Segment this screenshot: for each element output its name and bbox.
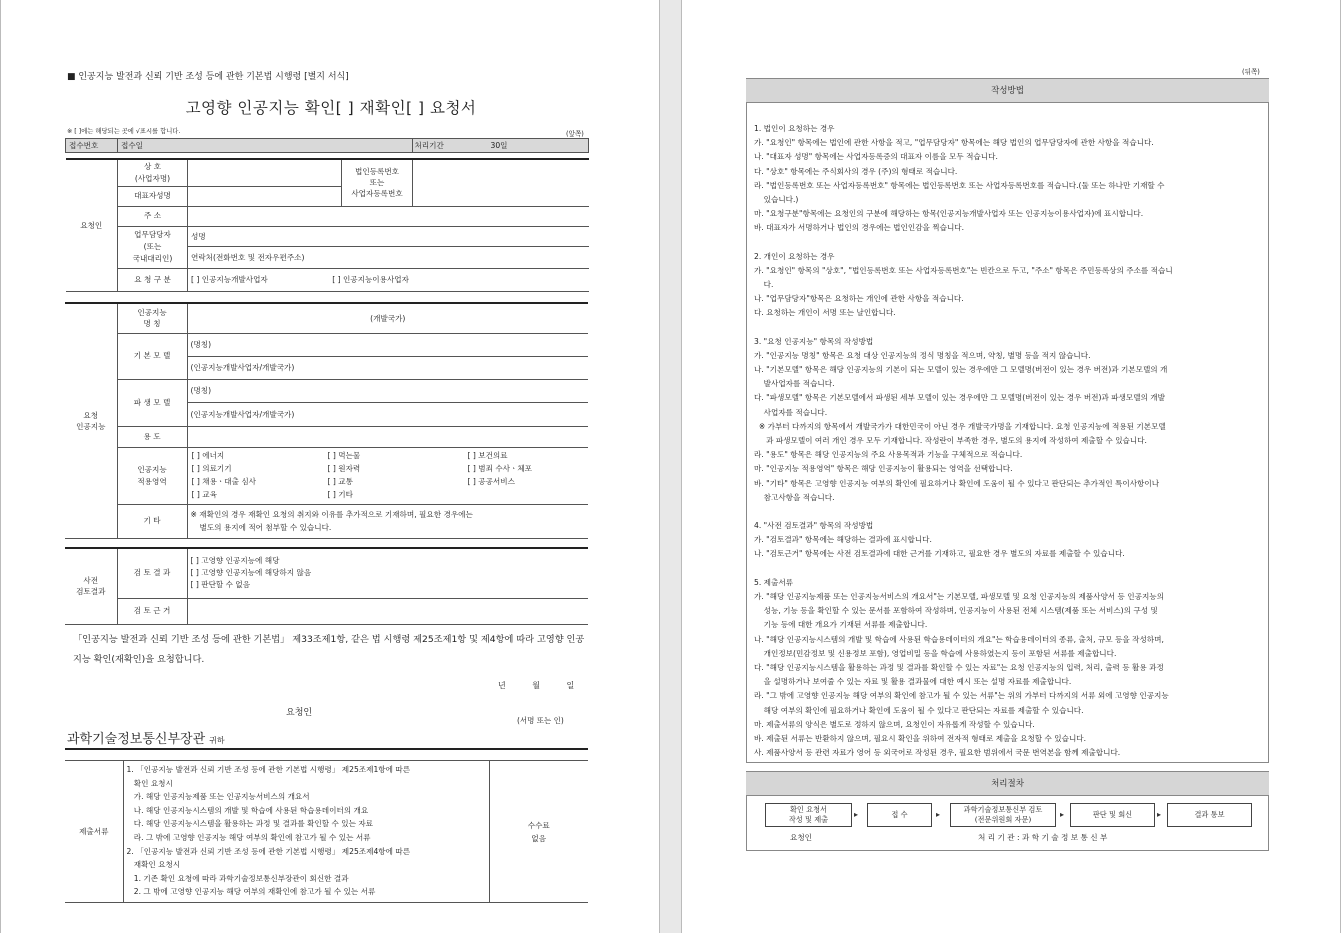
instructions-title: 작성방법 — [746, 78, 1269, 103]
instruction-line: 나. "업무담당자"항목은 요청하는 개인에 관한 사항을 적습니다. — [754, 294, 964, 304]
doc-line: 라. 그 밖에 고영향 인공지능 해당 여부의 확인에 참고가 될 수 있는 서류 — [126, 832, 371, 842]
check-note: ※ [ ]에는 해당되는 곳에 √표시를 합니다. — [67, 128, 181, 135]
form-page-back — [681, 0, 1341, 933]
requester-section-label: 요청인 — [66, 159, 118, 292]
field-other[interactable]: [ ] 기타 — [327, 489, 353, 499]
form-header: ■ 인공지능 발전과 신뢰 기반 조성 등에 관한 기본법 시행령 [별지 서식] — [67, 72, 349, 82]
flow-applicant: 요청인 — [790, 833, 813, 842]
regno-field[interactable] — [413, 159, 589, 207]
contact-info-field[interactable]: 연락처(전화번호 및 전자우편주소) — [188, 246, 589, 268]
instruction-line: 마. "요청구분"항목에는 요청인의 구분에 해당하는 항목(인공지능개발사업자 또는 인공지능이용사업자)에 표시합니다. — [754, 209, 1144, 219]
instruction-gap — [754, 236, 1266, 250]
doc-line: 재확인 요청시 — [126, 860, 181, 870]
doc-line: 나. 해당 인공지능시스템의 개발 및 학습에 사용된 학습용데이터의 개요 — [126, 805, 369, 815]
requester-table — [65, 138, 589, 292]
applicant-label: 요청인 — [286, 708, 313, 718]
ai-section-label: 요청 인공지능 — [65, 303, 117, 538]
receipt-no-label: 접수번호 — [66, 139, 118, 153]
request-statement: 「인공지능 발전과 신뢰 기반 조성 등에 관한 기본법」 제33조제1항, 같은 법 시행령 제25조제1항 및 제4항에 따라 고영향 인공지능 확인(재확인)을 요청합니다. — [73, 634, 585, 665]
request-type-user[interactable]: [ ] 인공지능이용사업자 — [332, 275, 409, 284]
instruction-line: ※ 가부터 다까지의 항목에서 개발국가가 대한민국이 아닌 경우 개발국가명을 기재합니다. 요청 인공지능에 적용된 기본모델 — [754, 421, 1166, 431]
instruction-line: 사업자를 적습니다. — [754, 407, 828, 417]
page-mark-back: (뒤쪽) — [1242, 68, 1260, 76]
arrow-icon: ▸ — [854, 810, 859, 819]
doc-line: 2. 그 밖에 고영향 인공지능 해당 여부의 재확인에 참고가 될 수 있는 서류 — [126, 887, 376, 897]
prior-section-label: 사전 검토결과 — [65, 548, 117, 624]
doc-line: 가. 해당 인공지능제품 또는 인공지능서비스의 개요서 — [126, 792, 310, 802]
field-crime[interactable]: [ ] 범죄 수사ㆍ체포 — [467, 463, 533, 473]
instructions-list — [754, 122, 1266, 760]
instruction-line: 바. "기타" 항목은 고영향 인공지능 여부의 확인에 필요하거나 확인에 도움이 될 수 있다고 판단되는 추가적인 특이사항이나 — [754, 478, 1160, 488]
instruction-line: 사. 제품사양서 등 관련 자료가 영어 등 외국어로 작성된 경우, 필요한 범위에서 국문 번역본을 함께 제출합니다. — [754, 748, 1121, 758]
instruction-line: 기능 등에 대한 개요가 기재된 서류를 제출합니다. — [754, 620, 928, 630]
instruction-gap — [754, 562, 1266, 576]
field-hiring[interactable]: [ ] 채용ㆍ대출 심사 — [191, 476, 257, 486]
field-water[interactable]: [ ] 먹는물 — [327, 450, 361, 460]
form-page-front — [0, 0, 660, 933]
etc-field[interactable]: ※ 재확인의 경우 재확인 요청의 취지와 이유를 추가적으로 기재하며, 필요한 경우에는 별도의 용지에 적어 첨부할 수 있습니다. — [187, 504, 588, 538]
field-traffic[interactable]: [ ] 교통 — [327, 476, 353, 486]
instruction-line: 개인정보(민감정보 및 신용정보 포함), 영업비밀 등을 학습에 사용하였는지 등이 포함된 서류를 제출합니다. — [754, 648, 1117, 658]
instruction-line: 바. 제출된 서류는 반환하지 않으며, 필요시 확인을 위하여 전자적 형태로 제출을 요청할 수 있습니다. — [754, 733, 1087, 743]
instruction-line: 다. 요청하는 개인이 서명 또는 날인합니다. — [754, 308, 896, 318]
addressee-suffix: 귀하 — [209, 736, 225, 745]
instruction-line: 을 설명하거나 보여줄 수 있는 자료 및 활용 결과물에 대한 예시 또는 설명 자료를 제출합니다. — [754, 677, 1072, 687]
field-health[interactable]: [ ] 보건의료 — [467, 450, 508, 460]
instruction-line: 있습니다.) — [754, 195, 799, 205]
form-title: 고영향 인공지능 확인[ ] 재확인[ ] 요청서 — [185, 99, 477, 117]
divider-line — [65, 748, 588, 750]
doc-line: 확인 요청시 — [126, 778, 173, 788]
instruction-line: 가. "검토결과" 항목에는 해당하는 결과에 표시합니다. — [754, 535, 932, 545]
instruction-line: 다. "파생모델" 항목은 기본모델에서 파생된 세부 모델이 있는 경우에만 그 모델명(버전이 있는 경우 버전)과 파생모델의 개발 — [754, 393, 1165, 403]
derived-model-dev[interactable]: (인공지능개발사업자/개발국가) — [187, 402, 588, 426]
instruction-line: 가. "해당 인공지능제품 또는 인공지능서비스의 개요서"는 기본모델, 파생모델 및 요청 인공지능의 제품사양서 등 인공지능의 — [754, 591, 1164, 601]
review-basis-field[interactable] — [187, 598, 588, 624]
instruction-line: 라. "그 밖에 고영향 인공지능 해당 여부의 확인에 참고가 될 수 있는 서류"는 위의 가부터 다까지의 서류 외에 고영향 인공지능 — [754, 691, 1169, 701]
period-label: 처리기간 — [414, 141, 444, 150]
result-high-impact[interactable]: [ ] 고영향 인공지능에 해당 — [190, 556, 280, 566]
base-model-label: 기 본 모 델 — [117, 333, 187, 379]
instruction-gap — [754, 321, 1266, 335]
instruction-line: 발사업자를 적습니다. — [754, 379, 835, 389]
instruction-line: 2. 개인이 요청하는 경우 — [754, 251, 835, 261]
arrow-icon: ▸ — [1157, 810, 1162, 819]
contact-label: 업무담당자 (또는 국내대리인) — [118, 226, 188, 268]
field-education[interactable]: [ ] 교육 — [191, 489, 217, 499]
arrow-icon: ▸ — [936, 810, 941, 819]
instruction-line: 3. "요청 인공지능" 항목의 작성방법 — [754, 336, 874, 346]
rep-name-label: 대표자성명 — [118, 186, 188, 206]
addressee: 과학기술정보통신부장관 귀하 — [67, 732, 225, 747]
field-public[interactable]: [ ] 공공서비스 — [467, 476, 515, 486]
ai-name-label: 인공지능 명 칭 — [117, 303, 187, 333]
company-name-label: 상 호 (사업자명) — [118, 159, 188, 187]
flow-agency: 처 리 기 관 : 과 학 기 술 정 보 통 신 부 — [978, 833, 1108, 842]
instruction-line: 라. "용도" 항목은 해당 인공지능의 주요 사용목적과 기능을 구체적으로 적습니다. — [754, 450, 1023, 460]
instruction-line: 나. "검토근거" 항목에는 사전 검토결과에 대한 근거를 기재하고, 필요한 경우 별도의 자료를 제출할 수 있습니다. — [754, 549, 1125, 559]
instruction-gap — [754, 505, 1266, 519]
result-undeterminable[interactable]: [ ] 판단할 수 없음 — [190, 580, 251, 590]
instruction-line: 5. 제출서류 — [754, 577, 794, 587]
flow-step-decision: 판단 및 회신 — [1070, 803, 1155, 827]
flow-step-receipt: 접 수 — [867, 803, 932, 827]
date-line[interactable]: 년 월 일 — [498, 681, 575, 690]
prior-review-table — [65, 547, 588, 625]
instruction-line: 가. "요청인" 항목에는 법인에 관한 사항을 적고, "업무담당자" 항목에는 해당 법인의 업무담당자에 관한 사항을 적습니다. — [754, 138, 1154, 148]
request-type-label: 요 청 구 분 — [118, 268, 188, 291]
use-field[interactable] — [187, 426, 588, 447]
result-not-high-impact[interactable]: [ ] 고영향 인공지능에 해당하지 않음 — [190, 568, 312, 578]
instruction-line: 다. "해당 인공지능시스템을 활용하는 과정 및 결과를 확인할 수 있는 자료"는 요청 인공지능의 입력, 처리, 출력 등 활용 과정 — [754, 662, 1164, 672]
instruction-line: 가. "요청인" 항목의 "상호", "법인등록번호 또는 사업자등록번호"는 빈칸으로 두고, "주소" 항목은 주민등록상의 주소를 적습니 — [754, 265, 1173, 275]
instruction-line: 1. 법인이 요청하는 경우 — [754, 124, 835, 133]
doc-line: 2. 「인공지능 발전과 신뢰 기반 조성 등에 관한 기본법 시행령」 제25조제4항에 따른 — [126, 846, 411, 856]
regno-label: 법인등록번호 또는 사업자등록번호 — [342, 159, 413, 207]
ai-name-field[interactable]: (개발국가) — [187, 303, 588, 333]
field-options — [192, 450, 585, 502]
period-value: 30일 — [490, 141, 508, 150]
instruction-line: 성능, 기능 등을 확인할 수 있는 문서를 포함하여 작성하며, 인공지능이 사용된 전체 시스템(제품 또는 서비스)의 구성 및 — [754, 606, 1158, 616]
instruction-line: 마. 제출서류의 양식은 별도로 정하지 않으며, 요청인이 자유롭게 작성할 수 있습니다. — [754, 719, 1035, 729]
signature-field[interactable]: (서명 또는 인) — [517, 716, 564, 725]
request-type-developer[interactable]: [ ] 인공지능개발사업자 — [191, 275, 268, 284]
flow-step-review: 과학기술정보통신부 검토 (전문위원회 자문) — [950, 803, 1056, 827]
instruction-line: 나. "해당 인공지능시스템의 개발 및 학습에 사용된 학습용데이터의 개요"는 학습용데이터의 종류, 출처, 규모 등을 작성하며, — [754, 634, 1164, 644]
ai-table — [65, 302, 588, 539]
instruction-line: 나. "기본모델" 항목은 해당 인공지능의 기본이 되는 모델이 있는 경우에만 그 모델명(버전이 있는 경우 버전)과 기본모델의 개 — [754, 365, 1168, 375]
use-label: 용 도 — [117, 426, 187, 447]
company-name-field[interactable] — [188, 159, 342, 187]
derived-model-label: 파 생 모 델 — [117, 379, 187, 426]
receipt-date-label: 접수일 처리기간 30일 — [118, 139, 413, 153]
field-label: 인공지능 적용영역 — [117, 447, 187, 504]
documents-label: 제출서류 — [65, 761, 123, 903]
field-nuclear[interactable]: [ ] 원자력 — [327, 463, 361, 473]
address-field[interactable] — [188, 206, 589, 226]
review-result-label: 검 토 결 과 — [117, 548, 187, 598]
flow-step-submit: 확인 요청서 작성 및 제출 — [765, 803, 852, 827]
contact-name-field[interactable]: 성명 — [188, 226, 589, 246]
doc-line: 1. 「인공지능 발전과 신뢰 기반 조성 등에 관한 기본법 시행령」 제25조제1항에 따른 — [126, 765, 411, 774]
field-device[interactable]: [ ] 의료기기 — [191, 463, 232, 473]
page-mark-front: (앞쪽) — [566, 130, 584, 138]
arrow-icon: ▸ — [1060, 810, 1065, 819]
instruction-line: 바. 대표자가 서명하거나 법인의 경우에는 법인인감을 찍습니다. — [754, 223, 965, 233]
base-model-name[interactable]: (명칭) — [187, 333, 588, 356]
instruction-line: 과 파생모델이 여러 개인 경우 모두 기재합니다. 작성란이 부족한 경우, 별도의 용지에 작성하여 제출할 수 있습니다. — [754, 436, 1147, 446]
instruction-line: 다. — [754, 280, 774, 290]
instruction-line: 4. "사전 검토결과" 항목의 작성방법 — [754, 521, 874, 531]
review-basis-label: 검 토 근 거 — [117, 598, 187, 624]
flow-step-notify: 결과 통보 — [1167, 803, 1252, 827]
documents-table — [65, 760, 588, 903]
instruction-line: 다. "상호" 항목에는 주식회사의 경우 (주)의 형태로 적습니다. — [754, 166, 958, 176]
field-energy[interactable]: [ ] 에너지 — [191, 450, 225, 460]
derived-model-name[interactable]: (명칭) — [187, 379, 588, 402]
doc-line: 다. 해당 인공지능시스템을 활용하는 과정 및 결과를 확인할 수 있는 자료 — [126, 819, 374, 829]
rep-name-field[interactable] — [188, 186, 342, 206]
procedure-title: 처리절차 — [746, 771, 1269, 796]
fee-cell: 수수료 없음 — [489, 761, 588, 903]
address-label: 주 소 — [118, 206, 188, 226]
instruction-line: 참고사항을 적습니다. — [754, 492, 835, 502]
etc-label: 기 타 — [117, 504, 187, 538]
instruction-line: 마. "인공지능 적용영역" 항목은 해당 인공지능이 활용되는 영역을 선택합니다. — [754, 464, 1013, 474]
instruction-line: 가. "인공지능 명칭" 항목은 요청 대상 인공지능의 정식 명칭을 적으며, 약칭, 별명 등을 적지 않습니다. — [754, 350, 1091, 360]
doc-line: 1. 기존 확인 요청에 따라 과학기술정보통신부장관이 회신한 결과 — [126, 873, 349, 883]
instruction-line: 해당 여부의 확인에 필요하거나 확인에 도움이 될 수 있다고 판단되는 자료를 제출할 수 있습니다. — [754, 705, 1084, 715]
instruction-line: 라. "법인등록번호 또는 사업자등록번호" 항목에는 법인등록번호 또는 사업자등록번호를 적습니다.(둘 또는 하나만 기재할 수 — [754, 180, 1165, 190]
instruction-line: 나. "대표자 성명" 항목에는 사업자등록증의 대표자 이름을 모두 적습니다. — [754, 152, 998, 162]
base-model-dev[interactable]: (인공지능개발사업자/개발국가) — [187, 356, 588, 379]
